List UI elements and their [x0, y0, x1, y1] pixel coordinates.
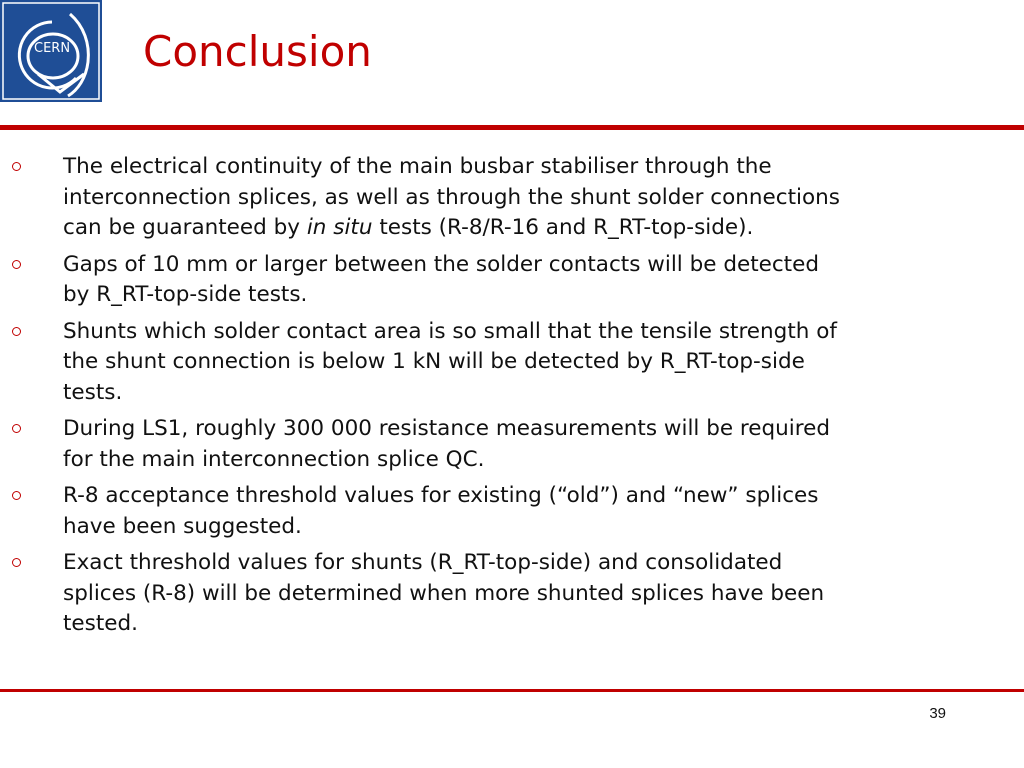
- bullet-line: interconnection splices, as well as through the shunt solder connections: [63, 184, 840, 210]
- hollow-circle-bullet-icon: [12, 327, 21, 336]
- slide-title: Conclusion: [143, 27, 372, 76]
- bullet-line: for the main interconnection splice QC.: [63, 446, 485, 472]
- bullet-line: R-8 acceptance threshold values for existing (“old”) and “new” splices: [63, 483, 819, 508]
- bullet-item-exact-thresholds: [0, 548, 1024, 640]
- bullet-item-r8-thresholds: [0, 481, 1024, 542]
- bullet-line: Gaps of 10 mm or larger between the solder contacts will be detected: [63, 251, 819, 277]
- hollow-circle-bullet-icon: [12, 162, 21, 171]
- cern-logo-text: CERN: [34, 41, 71, 56]
- bullet-line: have been suggested.: [63, 513, 302, 539]
- bullet-line-text: can be guaranteed by: [63, 215, 307, 240]
- bullet-line: tests.: [63, 379, 123, 405]
- page-number: 39: [929, 705, 946, 722]
- bullet-item-ls1: [0, 414, 1024, 475]
- hollow-circle-bullet-icon: [12, 260, 21, 269]
- hollow-circle-bullet-icon: [12, 491, 21, 500]
- bullet-line: [63, 213, 1004, 244]
- hollow-circle-bullet-icon: [12, 558, 21, 567]
- title-divider: [0, 125, 1024, 130]
- bullet-line: tested.: [63, 611, 138, 636]
- footer-divider: [0, 689, 1024, 692]
- bullet-line: splices (R-8) will be determined when more shunted splices have been: [63, 580, 825, 606]
- hollow-circle-bullet-icon: [12, 424, 21, 433]
- bullet-line: the shunt connection is below 1 kN will be detected by R_RT-top-side: [63, 349, 805, 374]
- italic-term: in situ: [306, 215, 373, 240]
- bullet-item-gaps: [0, 250, 1024, 311]
- bullet-line: Shunts which solder contact area is so small that the tensile strength of: [63, 318, 837, 344]
- bullet-item-continuity: [0, 152, 1024, 244]
- bullet-line: The electrical continuity of the main busbar stabiliser through the: [63, 154, 772, 179]
- bullet-line: Exact threshold values for shunts (R_RT-top-side) and consolidated: [63, 550, 783, 575]
- bullet-line: During LS1, roughly 300 000 resistance measurements will be required: [63, 416, 831, 441]
- bullet-item-shunts: [0, 317, 1024, 409]
- bullet-line-text: tests (R-8/R-16 and R_RT-top-side).: [372, 215, 754, 240]
- bullet-line: by R_RT-top-side tests.: [63, 282, 308, 307]
- bullet-list: [0, 152, 1024, 646]
- cern-logo: [0, 0, 102, 102]
